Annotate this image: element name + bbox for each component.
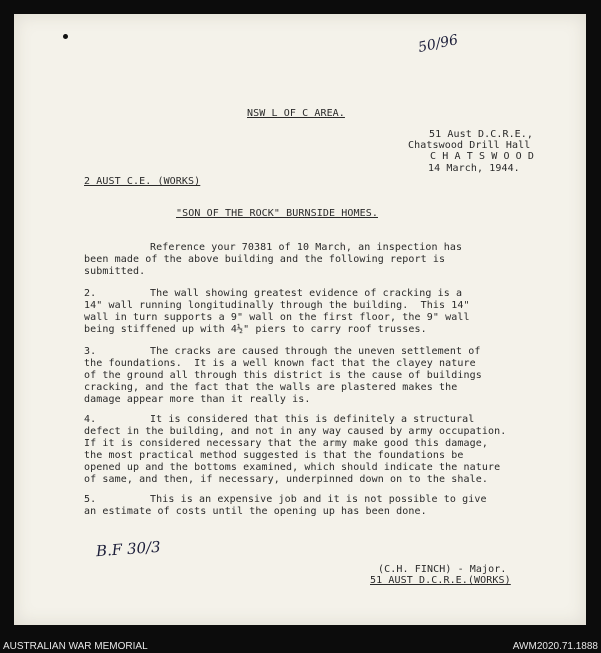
paragraph-line: This is an expensive job and it is not possible to give [150, 494, 487, 505]
paragraph-line: cracking, and the fact that the walls are plastered makes the [84, 382, 458, 393]
sender-location: Chatswood Drill Hall [408, 140, 531, 151]
footer-archive-name: AUSTRALIAN WAR MEMORIAL [3, 641, 148, 652]
signature-unit: 51 AUST D.C.R.E.(WORKS) [370, 575, 511, 586]
paragraph-line: opened up and the bottoms examined, which should indicate the nature [84, 462, 501, 473]
handwritten-note: B.F 30/3 [95, 537, 162, 561]
reference-number: 50/96 [416, 31, 460, 57]
paragraph-line: being stiffened up with 4½" piers to carry roof trusses. [84, 324, 427, 335]
footer-reference: AWM2020.71.1888 [512, 641, 598, 652]
paragraph-number: 5. [84, 494, 97, 505]
paragraph-line: submitted. [84, 266, 146, 277]
subject-line: "SON OF THE ROCK" BURNSIDE HOMES. [176, 208, 378, 219]
paragraph-line: defect in the building, and not in any way caused by army occupation. [84, 426, 507, 437]
letter-heading: NSW L OF C AREA. [247, 108, 345, 119]
paragraph-line: 14" wall running longitudinally through the building. This 14" [84, 300, 470, 311]
recipient: 2 AUST C.E. (WORKS) [84, 176, 201, 187]
sender-unit: 51 Aust D.C.R.E., [429, 129, 534, 140]
paragraph-number: 3. [84, 346, 97, 357]
paragraph-line: It is considered that this is definitely a structural [150, 414, 475, 425]
paragraph-line: of same, and then, if necessary, underpinned down on to the shale. [84, 474, 488, 485]
signature-name: (C.H. FINCH) - Major. [378, 564, 507, 575]
paragraph-line: damage appear more than it really is. [84, 394, 311, 405]
paragraph-line: wall in turn supports a 9" wall on the first floor, the 9" wall [84, 312, 470, 323]
paragraph-line: the most practical method suggested is that the foundations be [84, 450, 464, 461]
paragraph-line: the foundations. It is a well known fact that the clayey nature [84, 358, 476, 369]
paragraph-line: The wall showing greatest evidence of cracking is a [150, 288, 463, 299]
letter-date: 14 March, 1944. [428, 163, 520, 174]
paragraph-number: 4. [84, 414, 97, 425]
paragraph-line: If it is considered necessary that the army make good this damage, [84, 438, 488, 449]
paragraph-line: an estimate of costs until the opening up has been done. [84, 506, 427, 517]
punch-mark [63, 34, 68, 39]
paragraph-number: 2. [84, 288, 97, 299]
paragraph-line: of the ground all through this district is the cause of buildings [84, 370, 482, 381]
paragraph-line: been made of the above building and the following report is [84, 254, 446, 265]
paragraph-line: Reference your 70381 of 10 March, an inspection has [150, 242, 463, 253]
paragraph-line: The cracks are caused through the uneven settlement of [150, 346, 481, 357]
sender-town: C H A T S W O O D [430, 151, 535, 162]
